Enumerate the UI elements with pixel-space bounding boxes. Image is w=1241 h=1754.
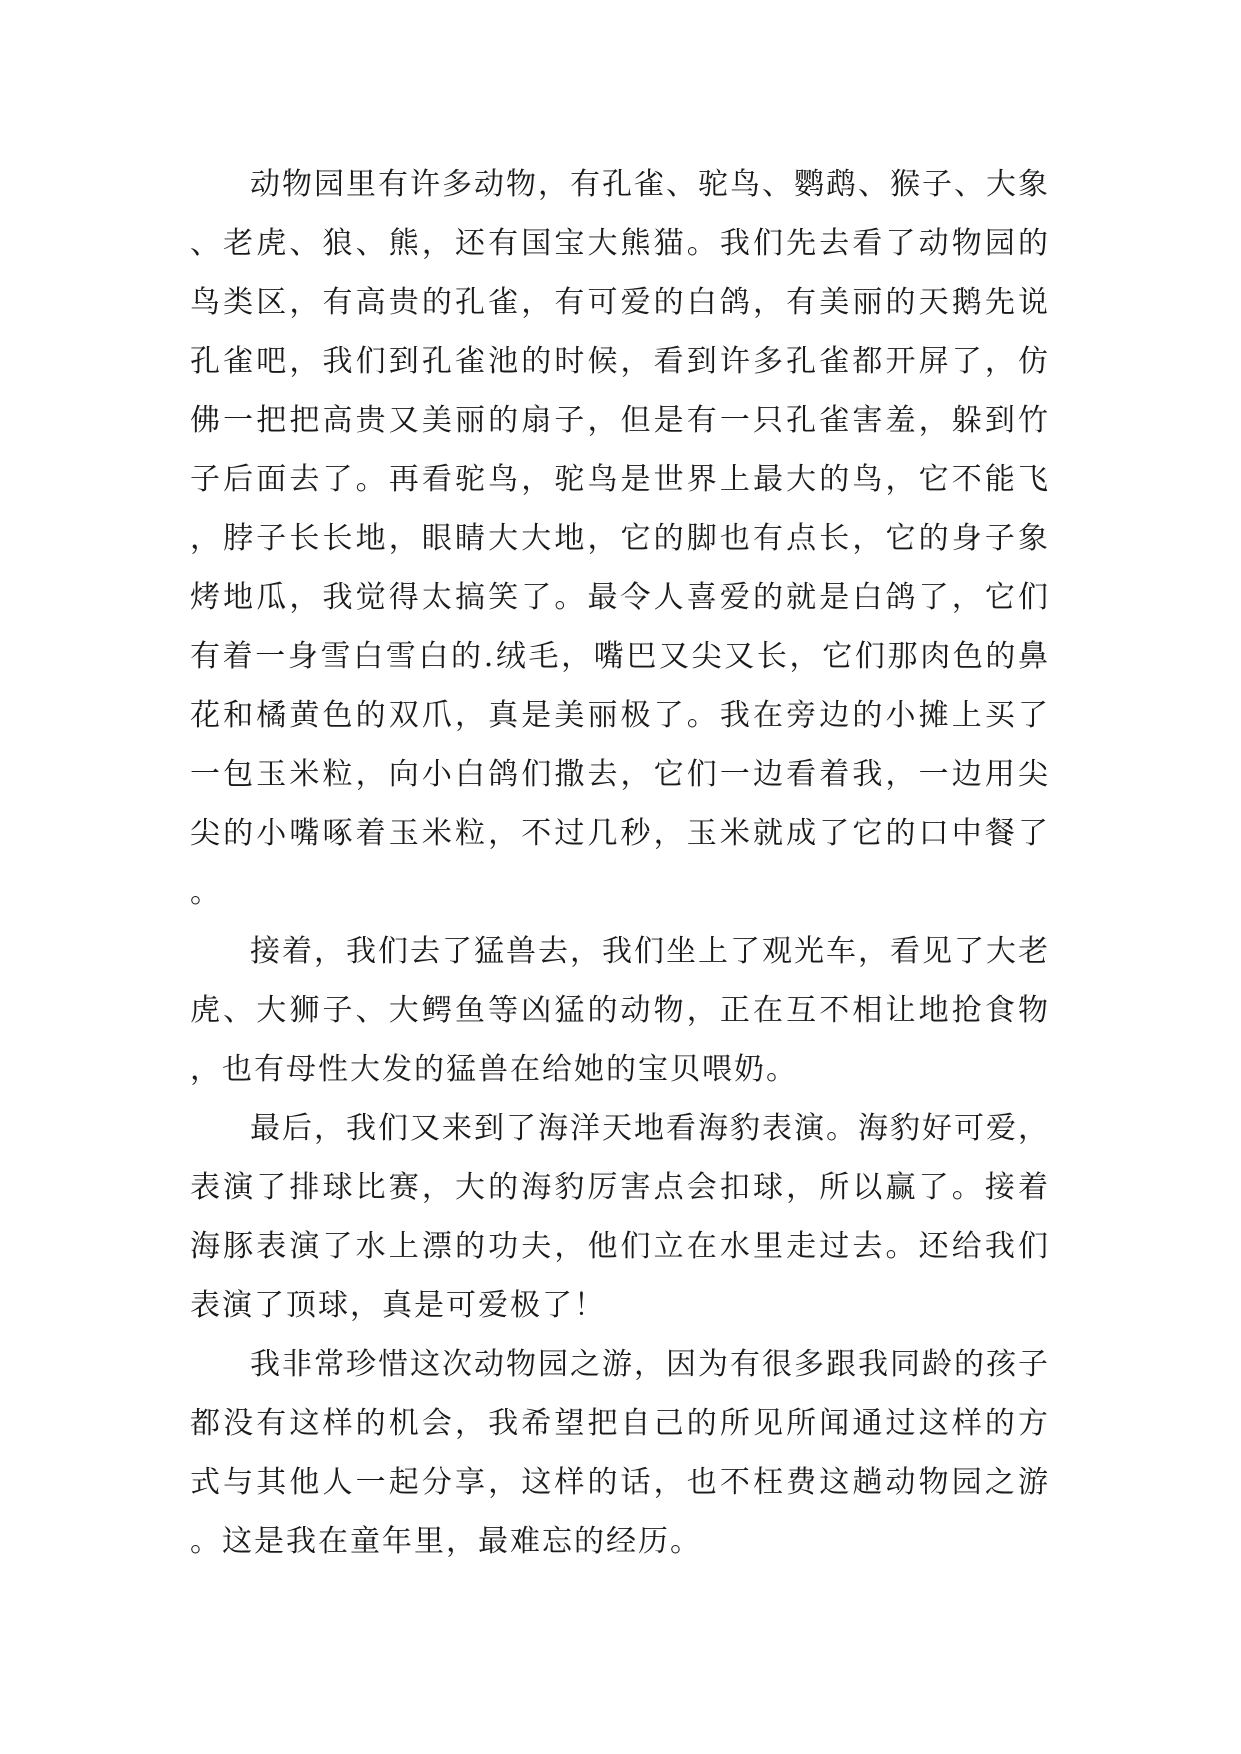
paragraph-conclusion: 我非常珍惜这次动物园之游，因为有很多跟我同龄的孩子都没有这样的机会，我希望把自己的所见所闻通过这样的方式与其他人一起分享，这样的话，也不枉费这趟动物园之游。这是我在童年里，最难忘的经历。 [190, 1347, 1050, 1559]
paragraph-predators: 接着，我们去了猛兽去，我们坐上了观光车，看见了大老虎、大狮子、大鳄鱼等凶猛的动物，正在互不相让地抢食物，也有母性大发的猛兽在给她的宝贝喂奶。 [190, 934, 1050, 1087]
paragraph-ocean-show: 最后，我们又来到了海洋天地看海豹表演。海豹好可爱，表演了排球比赛，大的海豹厉害点会扣球，所以赢了。接着海豚表演了水上漂的功夫，他们立在水里走过去。还给我们表演了顶球，真是可爱极了！ [190, 1111, 1050, 1323]
essay-body [190, 155, 1050, 1571]
paragraph-zoo-animals: 动物园里有许多动物，有孔雀、驼鸟、鹦鹉、猴子、大象、老虎、狼、熊，还有国宝大熊猫。我们先去看了动物园的鸟类区，有高贵的孔雀，有可爱的白鸽，有美丽的天鹅先说孔雀吧，我们到孔雀池的时候，看到许多孔雀都开屏了，仿佛一把把高贵又美丽的扇子，但是有一只孔雀害羞，躲到竹子后面去了。再看驼鸟，驼鸟是世界上最大的鸟，它不能飞，脖子长长地，眼睛大大地，它的脚也有点长，它的身子象烤地瓜，我觉得太搞笑了。最令人喜爱的就是白鸽了，它们有着一身雪白雪白的.绒毛，嘴巴又尖又长，它们那肉色的鼻花和橘黄色的双爪，真是美丽极了。我在旁边的小摊上买了一包玉米粒，向小白鸽们撒去，它们一边看着我，一边用尖尖的小嘴啄着玉米粒，不过几秒，玉米就成了它的口中餐了。 [190, 167, 1050, 910]
